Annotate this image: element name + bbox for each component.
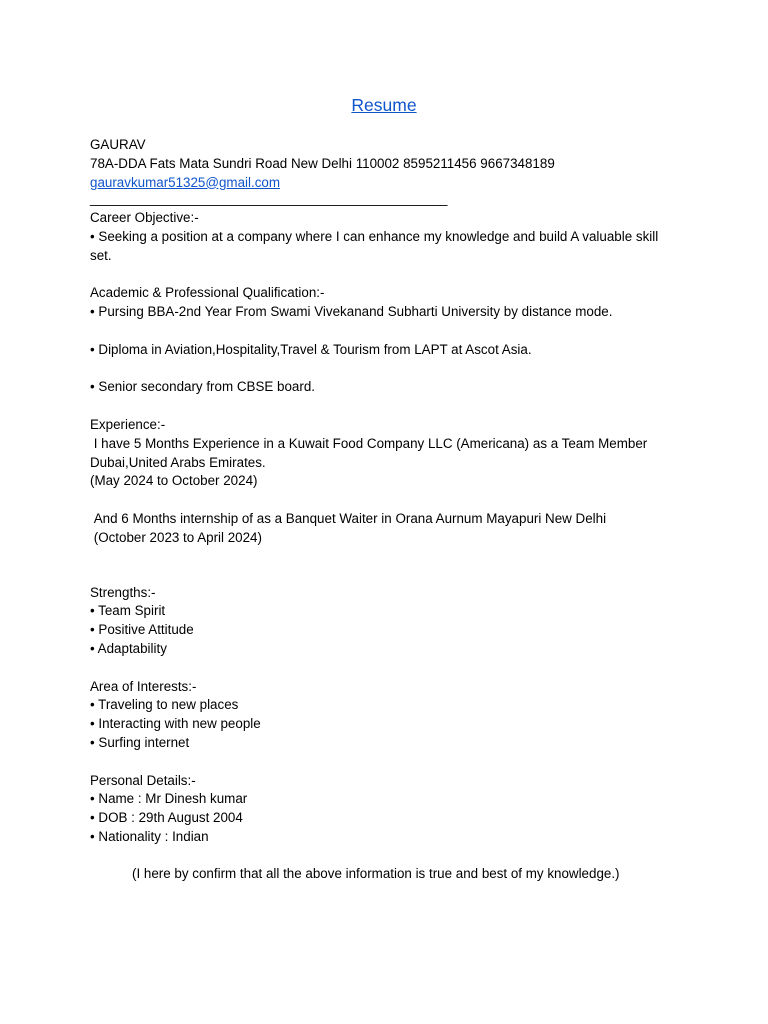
- interest-item: • Interacting with new people: [90, 716, 261, 732]
- resume-page: [90, 94, 690, 884]
- career-objective-item: • Seeking a position at a company where I can enhance my knowledge and build A valuable skill set.: [90, 228, 662, 263]
- strength-item: • Adaptability: [90, 640, 167, 656]
- resume-title-link[interactable]: Resume: [351, 95, 417, 115]
- contact-address: 78A-DDA Fats Mata Sundri Road New Delhi 110002 8595211456 9667348189: [90, 155, 555, 171]
- experience-job2-text: And 6 Months internship of as a Banquet Waiter in Orana Aurnum Mayapuri New Delhi: [90, 510, 607, 526]
- career-objective-heading: Career Objective:-: [90, 210, 199, 226]
- qualification-heading: Academic & Professional Qualification:-: [90, 285, 325, 301]
- strength-item: • Team Spirit: [90, 603, 166, 619]
- experience-job1-dates: (May 2024 to October 2024): [90, 473, 258, 489]
- experience-job2-dates: (October 2023 to April 2024): [90, 529, 262, 545]
- qualification-item: • Pursing BBA-2nd Year From Swami Vivekanand Subharti University by distance mode.: [90, 304, 613, 320]
- personal-details-heading: Personal Details:-: [90, 772, 196, 788]
- experience-job1-text: I have 5 Months Experience in a Kuwait Food Company LLC (Americana) as a Team Member Dubai,United Arabs Emirates.: [90, 435, 651, 470]
- email-link[interactable]: gauravkumar51325@gmail.com: [90, 174, 280, 190]
- qualification-item: • Senior secondary from CBSE board.: [90, 379, 315, 395]
- interest-item: • Traveling to new places: [90, 697, 239, 713]
- personal-detail-item: • Name : Mr Dinesh kumar: [90, 791, 248, 807]
- interests-heading: Area of Interests:-: [90, 678, 197, 694]
- header-divider: ________________________________________________: [90, 191, 448, 207]
- experience-heading: Experience:-: [90, 416, 166, 432]
- declaration-statement: (I here by confirm that all the above information is true and best of my knowledge.): [132, 866, 620, 882]
- candidate-name: GAURAV: [90, 137, 146, 152]
- interest-item: • Surfing internet: [90, 734, 190, 750]
- qualification-item: • Diploma in Aviation,Hospitality,Travel & Tourism from LAPT at Ascot Asia.: [90, 341, 532, 357]
- strength-item: • Positive Attitude: [90, 622, 194, 638]
- personal-detail-item: • DOB : 29th August 2004: [90, 810, 243, 826]
- personal-detail-item: • Nationality : Indian: [90, 828, 209, 844]
- strengths-heading: Strengths:-: [90, 584, 156, 600]
